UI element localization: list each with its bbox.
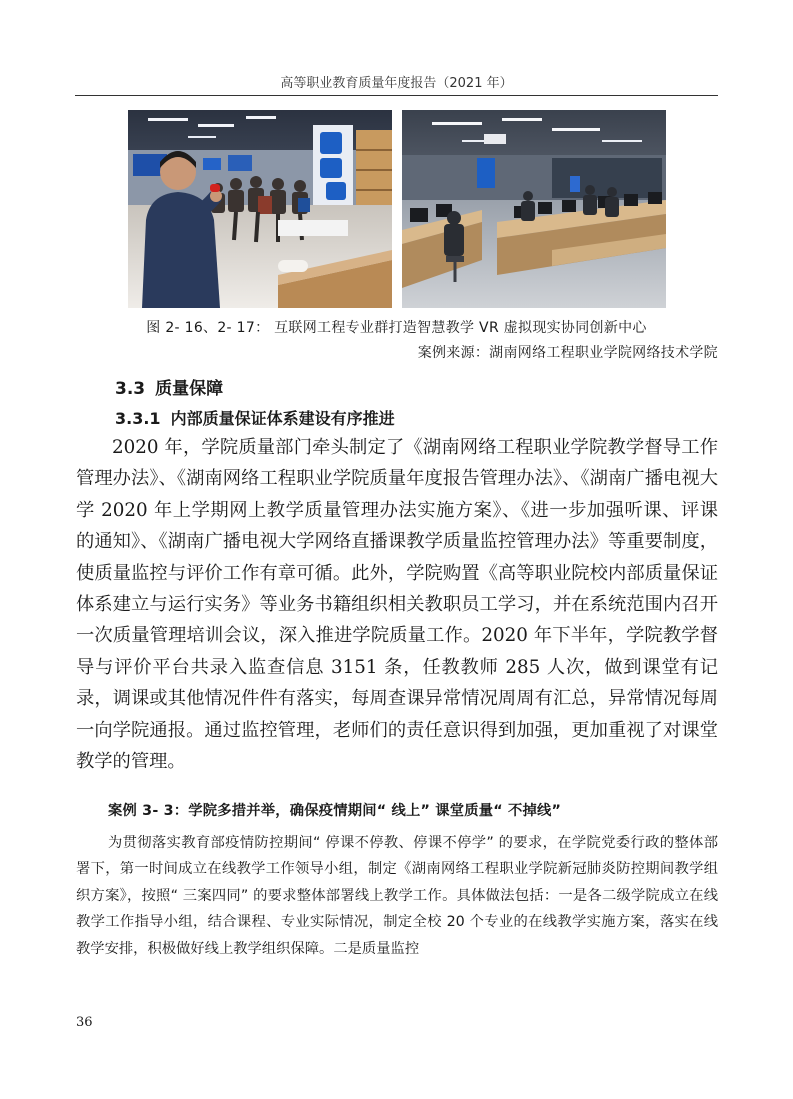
case-title: 案例 3- 3：学院多措并举，确保疫情期间“ 线上” 课堂质量“ 不掉线” (108, 803, 562, 819)
page-number: 36 (76, 1015, 93, 1030)
photo-lecture (128, 110, 392, 308)
subsection-heading (115, 406, 395, 429)
section-number: 3.3 (115, 379, 146, 399)
subsection-number: 3.3.1 (115, 409, 161, 428)
subsection-title: 内部质量保证体系建设有序推进 (170, 409, 395, 428)
header-rule (75, 95, 718, 96)
section-title: 质量保障 (155, 379, 224, 399)
figure-caption: 图 2- 16、2- 17： 互联网工程专业群打造智慧教学 VR 虚拟现实协同创新中心 (146, 320, 647, 336)
body-paragraph: 2020 年，学院质量部门牵头制定了《湖南网络工程职业学院教学督导工作管理办法》、《湖南网络工程职业学院质量年度报告管理办法》、《湖南广播电视大学 2020 年上学期网上教学质量管理办法实施方案》、《进一步加强听课、评课的通知》、《湖南广播电视大学网络直播课教学质量监控管理办法》等重要制度，使质量监控与评价工作有章可循。此外，学院购置《高等职业院校内部质量保证体系建立与运行实务》等业务书籍组织相关教职员工学习，并在系统范围内召开一次质量管理培训会议，深入推进学院质量工作。2020 年下半年，学院教学督导与评价平台共录入监查信息 3151 条，任教教师 285 人次，做到课堂有记录，调课或其他情况件件有落实，每周查课异常情况周周有汇总，异常情况每周一向学院通报。通过监控管理，老师们的责任意识得到加强，更加重视了对课堂教学的管理。 (76, 437, 718, 773)
section-heading (115, 374, 223, 399)
photo-computer-lab (402, 110, 666, 308)
case-body: 为贯彻落实教育部疫情防控期间“ 停课不停教、停课不停学” 的要求，在学院党委行政的整体部署下，第一时间成立在线教学工作领导小组，制定《湖南网络工程职业学院新冠肺炎防控期间教学组织方案》，按照“ 三案四同” 的要求整体部署线上教学工作。具体做法包括：一是各二级学院成立在线教学工作指导小组，结合课程、专业实际情况，制定全校 20 个专业的在线教学实施方案，落实在线教学安排，积极做好线上教学组织保障。二是质量监控 (76, 835, 718, 957)
running-header: 高等职业教育质量年度报告（2021 年） (280, 76, 513, 91)
figure-source: 案例来源：湖南网络工程职业学院网络技术学院 (417, 345, 718, 361)
